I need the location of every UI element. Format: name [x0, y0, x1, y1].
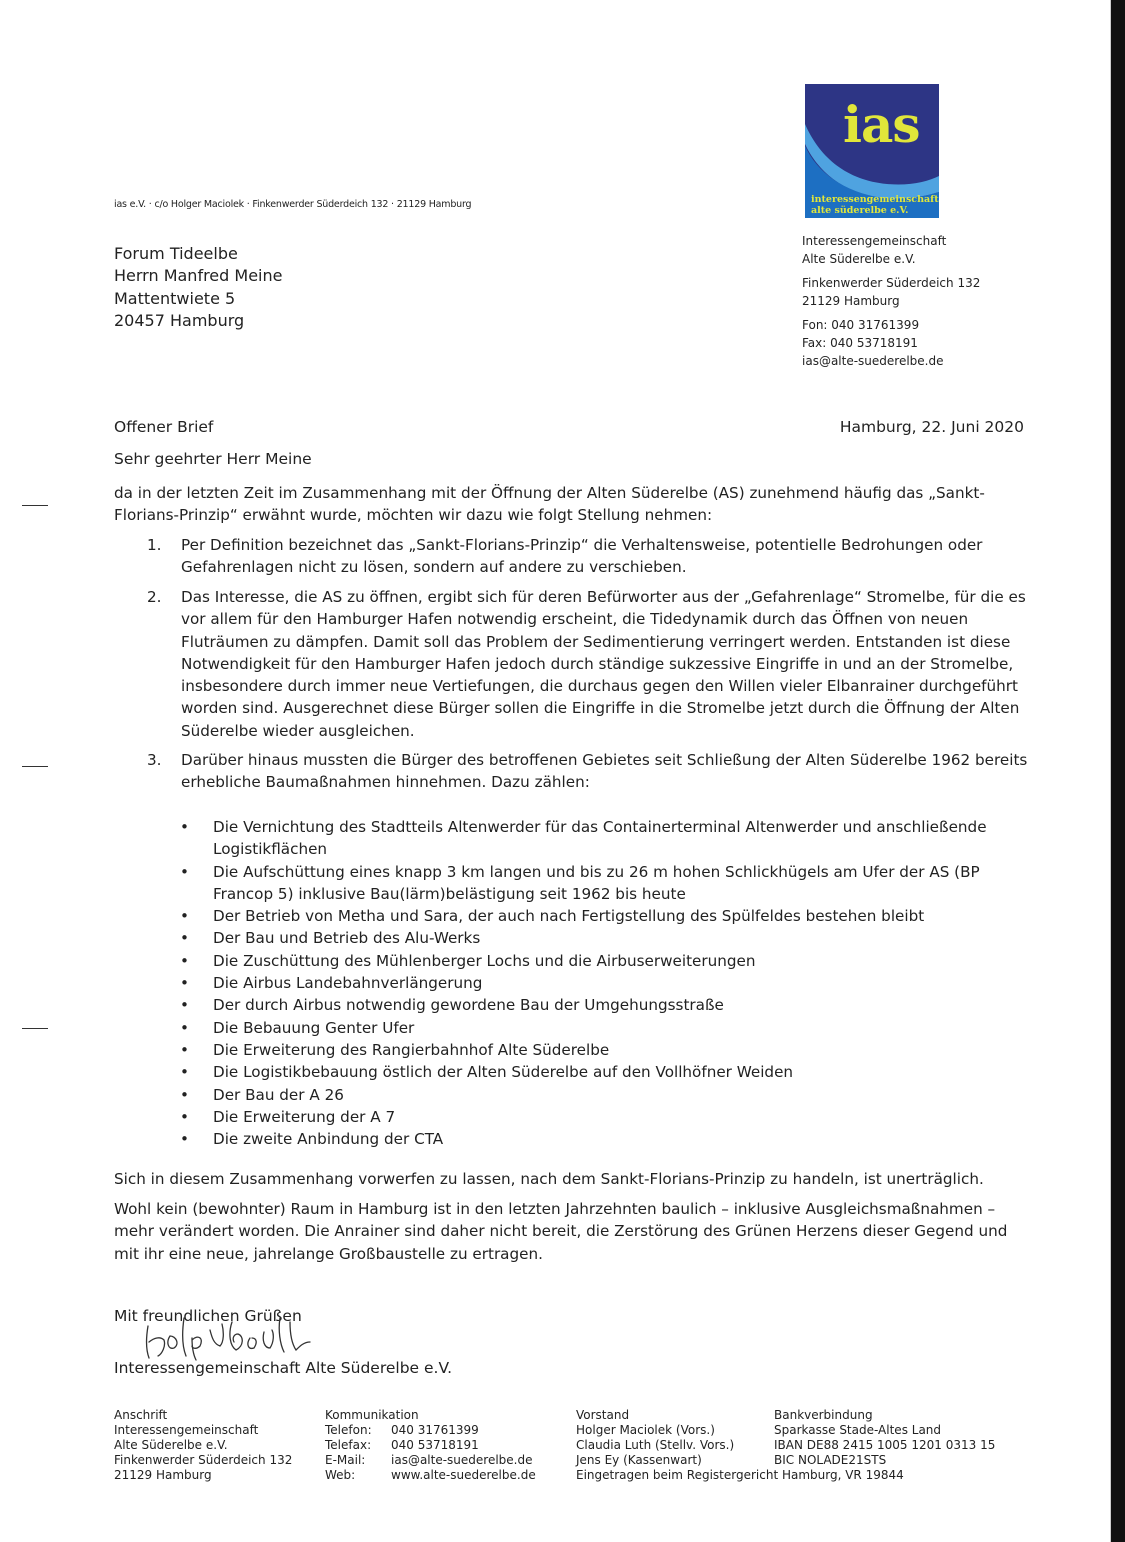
footer-email: ias@alte-suederelbe.de [391, 1453, 533, 1467]
closing-phrase: Mit freundlichen Grüßen [114, 1307, 302, 1325]
list-item: • Die Vernichtung des Stadtteils Altenwerder für das Containerterminal Altenwerder und anschließende Logistikflächen [180, 816, 1030, 861]
footer-web: www.alte-suederelbe.de [391, 1468, 536, 1482]
recipient-line: Mattentwiete 5 [114, 288, 236, 308]
recipient-line: Herrn Manfred Meine [114, 266, 283, 286]
sender-return-address: ias e.V. · c/o Holger Maciolek · Finkenwerder Süderdeich 132 · 21129 Hamburg [114, 199, 472, 210]
intro-paragraph: da in der letzten Zeit im Zusammenhang mit der Öffnung der Alten Süderelbe (AS) zunehmend häufig das „Sankt-Florians-Prinzip“ erwähnt wurde, möchten wir dazu wie folgt Stellung nehmen: [114, 484, 985, 525]
paragraph: Wohl kein (bewohnter) Raum in Hamburg ist in den letzten Jahrzehnten baulich – inklusive Ausgleichsmaßnahmen – mehr verändert worden. Die Anrainer sind daher nicht bereit, die Zerstörung des Grünen Herzens dieser Gegend und mit ihr eine neue, jahrelange Großbaustelle zu ertragen. [114, 1200, 1008, 1263]
handwritten-signature [140, 1312, 320, 1362]
list-item: • Die zweite Anbindung der CTA [180, 1128, 1030, 1150]
logo-wordmark: ias [843, 95, 920, 154]
fax: Fax: 040 53718191 [802, 336, 918, 350]
footer-address: Anschrift Interessengemeinschaft Alte Süderelbe e.V. Finkenwerder Süderdeich 132 21129 Hamburg [114, 1408, 293, 1482]
list-item: • Der Betrieb von Metha und Sara, der auch nach Fertigstellung des Spülfeldes bestehen bleibt [180, 905, 1030, 927]
email: ias@alte-suederelbe.de [802, 354, 944, 368]
list-item: • Der durch Airbus notwendig gewordene Bau der Umgehungsstraße [180, 994, 1030, 1016]
logo-subtitle: interessengemeinschaft alte süderelbe e.V. [811, 194, 939, 216]
recipient-address [114, 243, 282, 332]
letter-subject: Offener Brief [114, 418, 214, 436]
fold-mark-bottom [22, 1028, 48, 1029]
list-item: • Die Logistikbebauung östlich der Alten Süderelbe auf den Vollhöfner Weiden [180, 1061, 1030, 1083]
list-item: • Die Erweiterung des Rangierbahnhof Alte Süderelbe [180, 1039, 1030, 1061]
recipient-line: Forum Tideelbe [114, 244, 238, 263]
phone: Fon: 040 31761399 [802, 318, 920, 332]
list-item: • Der Bau der A 26 [180, 1084, 1030, 1106]
salutation: Sehr geehrter Herr Meine [114, 450, 312, 468]
sender-contact-block: Interessengemeinschaft Alte Süderelbe e.V. Finkenwerder Süderdeich 132 21129 Hamburg Fon: 040 31761399 Fax: 040 53718191 ias@alte-suederelbe.de [802, 234, 981, 368]
footer-communication: Kommunikation Telefon: 040 31761399 Telefax: 040 53718191 E-Mail: ias@alte-suederelbe.de Web: www.alte-suederelbe.de [325, 1408, 536, 1482]
page-edge [1111, 0, 1125, 1542]
paragraph: Sich in diesem Zusammenhang vorwerfen zu lassen, nach dem Sankt-Florians-Prinzip zu handeln, ist unerträglich. [114, 1170, 984, 1188]
list-item: • Die Airbus Landebahnverlängerung [180, 972, 1030, 994]
list-item: • Die Erweiterung der A 7 [180, 1106, 1030, 1128]
footer-board: Vorstand Holger Maciolek (Vors.) Claudia Luth (Stellv. Vors.) Jens Ey (Kassenwart) Eingetragen beim Registergericht Hamburg, VR 19844 [576, 1408, 904, 1482]
ias-logo [805, 84, 939, 218]
fold-mark-middle [22, 766, 48, 767]
list-item: • Die Zuschüttung des Mühlenberger Lochs und die Airbuserweiterungen [180, 950, 1030, 972]
construction-list [180, 816, 1030, 1150]
footer-bank: Bankverbindung Sparkasse Stade-Altes Land IBAN DE88 2415 1005 1201 0313 15 BIC NOLADE21STS [774, 1408, 996, 1467]
list-item: • Die Bebauung Genter Ufer [180, 1017, 1030, 1039]
fold-mark-top [22, 505, 48, 506]
signature-organization: Interessengemeinschaft Alte Süderelbe e.V. [114, 1359, 452, 1377]
recipient-line: 20457 Hamburg [114, 310, 245, 330]
list-item: • Der Bau und Betrieb des Alu-Werks [180, 927, 1030, 949]
letter-date: Hamburg, 22. Juni 2020 [839, 418, 1024, 436]
list-item: • Die Aufschüttung eines knapp 3 km langen und bis zu 26 m hohen Schlickhügels am Ufer der AS (BP Francop 5) inklusive Bau(lärm)belästigung seit 1962 bis heute [180, 861, 1030, 906]
